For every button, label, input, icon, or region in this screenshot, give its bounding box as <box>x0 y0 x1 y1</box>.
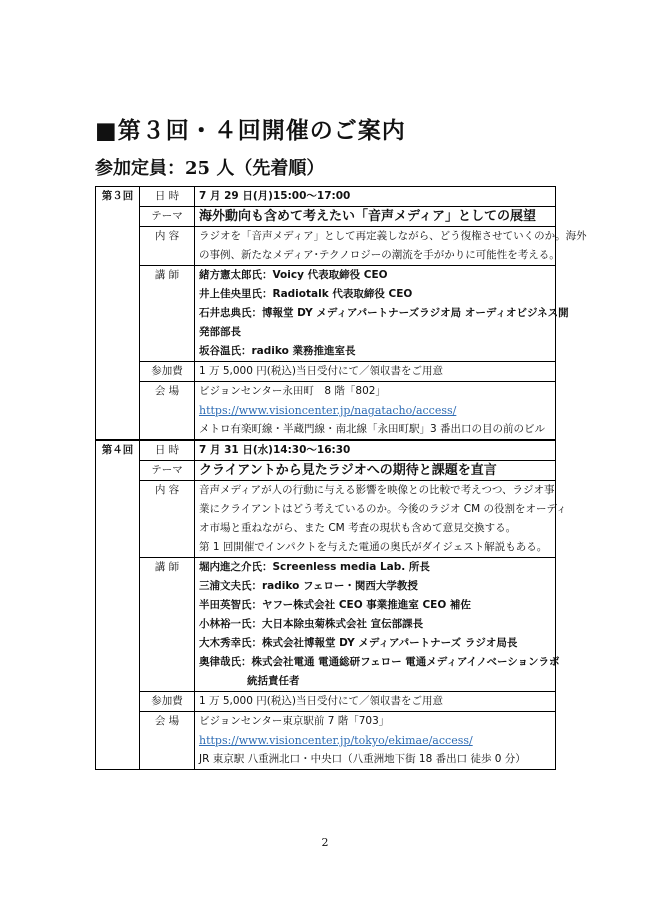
page-title: ■第３回・４回開催のご案内 <box>95 117 406 144</box>
speaker-line: 奥律哉氏：株式会社電通 電通総研フェロー 電通メディアイノベーションラボ <box>199 656 560 668</box>
venue-name: ビジョンセンター東京駅前 7 階「703」 <box>199 715 390 727</box>
session3-date-row <box>96 187 556 207</box>
speaker-line: 統括責任者 <box>247 675 300 687</box>
session3-venue-row <box>96 382 556 441</box>
speaker-line: 大木秀幸氏：株式会社博報堂 DY メディアパートナーズ ラジオ局長 <box>199 637 518 649</box>
session4-date-label: 日 時 <box>140 440 195 461</box>
session4-label: 第４回 <box>96 440 140 770</box>
page-number: 2 <box>321 836 329 849</box>
session4-content-label: 内 容 <box>140 481 195 558</box>
session3-speakers-label: 講 師 <box>140 266 195 362</box>
speaker-line: 発部部長 <box>199 326 241 338</box>
venue-access-link[interactable]: https://www.visioncenter.jp/tokyo/ekimae/access/ <box>199 734 473 747</box>
session3-date-label: 日 時 <box>140 187 195 207</box>
session4-theme-row <box>96 461 556 481</box>
session4-speakers-label: 講 師 <box>140 558 195 692</box>
session4-venue-label: 会 場 <box>140 712 195 770</box>
session4-content-row <box>96 481 556 558</box>
session3-fee-row <box>96 362 556 382</box>
session4-date: 7 月 31 日(水)14:30～16:30 <box>195 440 556 461</box>
session3-fee-label: 参加費 <box>140 362 195 382</box>
speaker-line: 小林裕一氏：大日本除虫菊株式会社 宣伝部課長 <box>199 618 424 630</box>
session3-theme-row <box>96 207 556 227</box>
session3-date: 7 月 29 日(月)15:00～17:00 <box>195 187 556 207</box>
capacity-subtitle: 参加定員：25 人（先着順） <box>95 158 325 179</box>
session3-content <box>195 227 587 266</box>
speaker-line: 坂谷温氏：radiko 業務推進室長 <box>199 345 356 357</box>
session4-speakers <box>195 558 560 692</box>
session4-theme-label: テーマ <box>140 461 195 481</box>
venue-directions: JR 東京駅 八重洲北口・中央口（八重洲地下街 18 番出口 徒歩 0 分） <box>199 753 526 765</box>
session4-date-row <box>96 440 556 461</box>
session4-content <box>195 481 567 558</box>
content-line: の事例、新たなメディア･テクノロジーの潮流を手がかりに可能性を考える。 <box>199 249 560 261</box>
session3-theme: 海外動向も含めて考えたい「音声メディア」としての展望 <box>195 207 556 227</box>
speaker-line: 堀内進之介氏：Screenless media Lab. 所長 <box>199 561 430 573</box>
session3-speakers-row <box>96 266 556 362</box>
session3-label: 第３回 <box>96 187 140 441</box>
session4-fee: 1 万 5,000 円(税込)当日受付にて／領収書をご用意 <box>195 692 556 712</box>
venue-name: ビジョンセンター永田町 8 階「802」 <box>199 385 386 397</box>
session3-content-label: 内 容 <box>140 227 195 266</box>
speaker-line: 石井忠典氏：博報堂 DY メディアパートナーズラジオ局 オーディオビジネス開 <box>199 307 569 319</box>
content-line: 第 1 回開催でインパクトを与えた電通の奥氏がダイジェスト解説もある。 <box>199 541 548 553</box>
session3-venue <box>195 382 556 441</box>
speaker-line: 緒方憲太郎氏：Voicy 代表取締役 CEO <box>199 269 388 281</box>
venue-directions: メトロ有楽町線・半蔵門線・南北線「永田町駅」3 番出口の目の前のビル <box>199 423 546 435</box>
session4-venue-row <box>96 712 556 770</box>
speaker-line: 半田英智氏：ヤフー株式会社 CEO 事業推進室 CEO 補佐 <box>199 599 471 611</box>
content-line: 業にクライアントはどう考えているのか。今後のラジオ CM の役割をオーディ <box>199 503 567 515</box>
content-line: 音声メディアが人の行動に与える影響を映像との比較で考えつつ、ラジオ事 <box>199 484 555 496</box>
content-line: オ市場と重ねながら、また CM 考査の現状も含めて意見交換する。 <box>199 522 517 534</box>
speaker-line: 三浦文夫氏：radiko フェロー・関西大学教授 <box>199 580 418 592</box>
session3-theme-label: テーマ <box>140 207 195 227</box>
session4-speakers-row <box>96 558 556 692</box>
session3-speakers <box>195 266 569 362</box>
speaker-line: 井上佳央里氏：Radiotalk 代表取締役 CEO <box>199 288 413 300</box>
session4-fee-label: 参加費 <box>140 692 195 712</box>
session3-fee: 1 万 5,000 円(税込)当日受付にて／領収書をご用意 <box>195 362 556 382</box>
schedule-table <box>95 186 587 770</box>
session4-theme: クライアントから見たラジオへの期待と課題を直言 <box>195 461 556 481</box>
session3-content-row <box>96 227 556 266</box>
session3-venue-label: 会 場 <box>140 382 195 441</box>
venue-access-link[interactable]: https://www.visioncenter.jp/nagatacho/access/ <box>199 404 457 417</box>
session4-venue <box>195 712 556 770</box>
content-line: ラジオを「音声メディア」として再定義しながら、どう復権させていくのか。海外 <box>199 230 587 242</box>
session4-fee-row <box>96 692 556 712</box>
